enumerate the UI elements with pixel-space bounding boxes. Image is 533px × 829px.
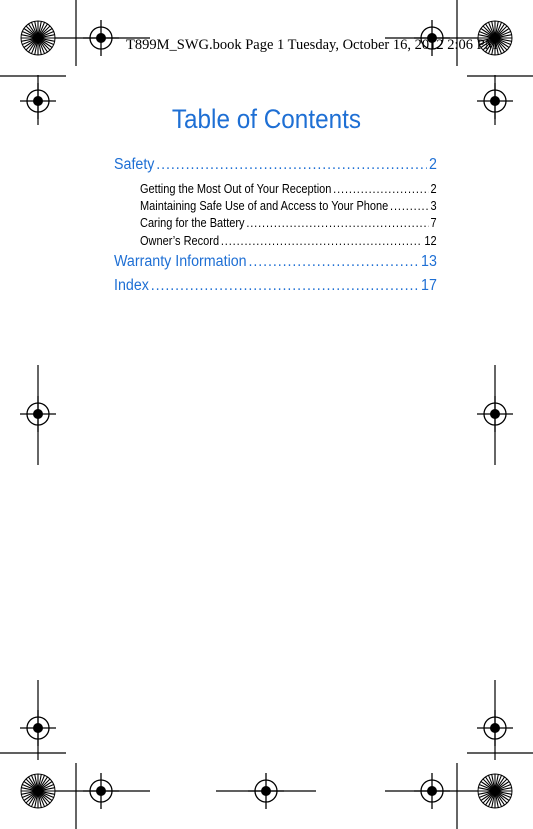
toc-entry-reception[interactable]: [140, 182, 437, 196]
toc-entry-page: 17: [421, 277, 437, 294]
toc-entry-label: Safety: [114, 156, 155, 173]
toc-entry-index[interactable]: [114, 277, 437, 295]
toc-entry-label: Warranty Information: [114, 253, 247, 270]
toc-entry-warranty[interactable]: [114, 253, 437, 271]
toc-entry-label: Owner’s Record: [140, 234, 220, 248]
toc-entry-label: Caring for the Battery: [140, 216, 245, 230]
toc-entry-owners-record[interactable]: [140, 234, 437, 248]
toc-entry-page: 13: [421, 253, 437, 270]
dot-leader: [246, 216, 428, 230]
toc-entry-label: Maintaining Safe Use of and Access to Your Phone: [140, 199, 389, 213]
dot-leader: [221, 234, 423, 248]
dot-leader: [151, 277, 419, 295]
toc-entry-safe-use[interactable]: [140, 199, 437, 213]
toc-entry-safety[interactable]: [114, 156, 437, 174]
toc-entry-page: 2: [430, 182, 437, 196]
dot-leader: [390, 199, 429, 213]
toc-entry-label: Index: [114, 277, 149, 294]
toc-entry-label: Getting the Most Out of Your Reception: [140, 182, 332, 196]
dot-leader: [248, 253, 419, 271]
running-header: T899M_SWG.book Page 1 Tuesday, October 16, 2012 2:06 PM: [126, 37, 498, 53]
dot-leader: [156, 156, 427, 174]
toc-title: Table of Contents: [171, 104, 362, 134]
toc-entry-page: 2: [428, 156, 437, 173]
toc-entry-battery[interactable]: [140, 216, 437, 230]
toc-entry-page: 3: [430, 199, 437, 213]
dot-leader: [333, 182, 429, 196]
toc-entry-page: 12: [424, 234, 437, 248]
toc-entry-page: 7: [430, 216, 437, 230]
